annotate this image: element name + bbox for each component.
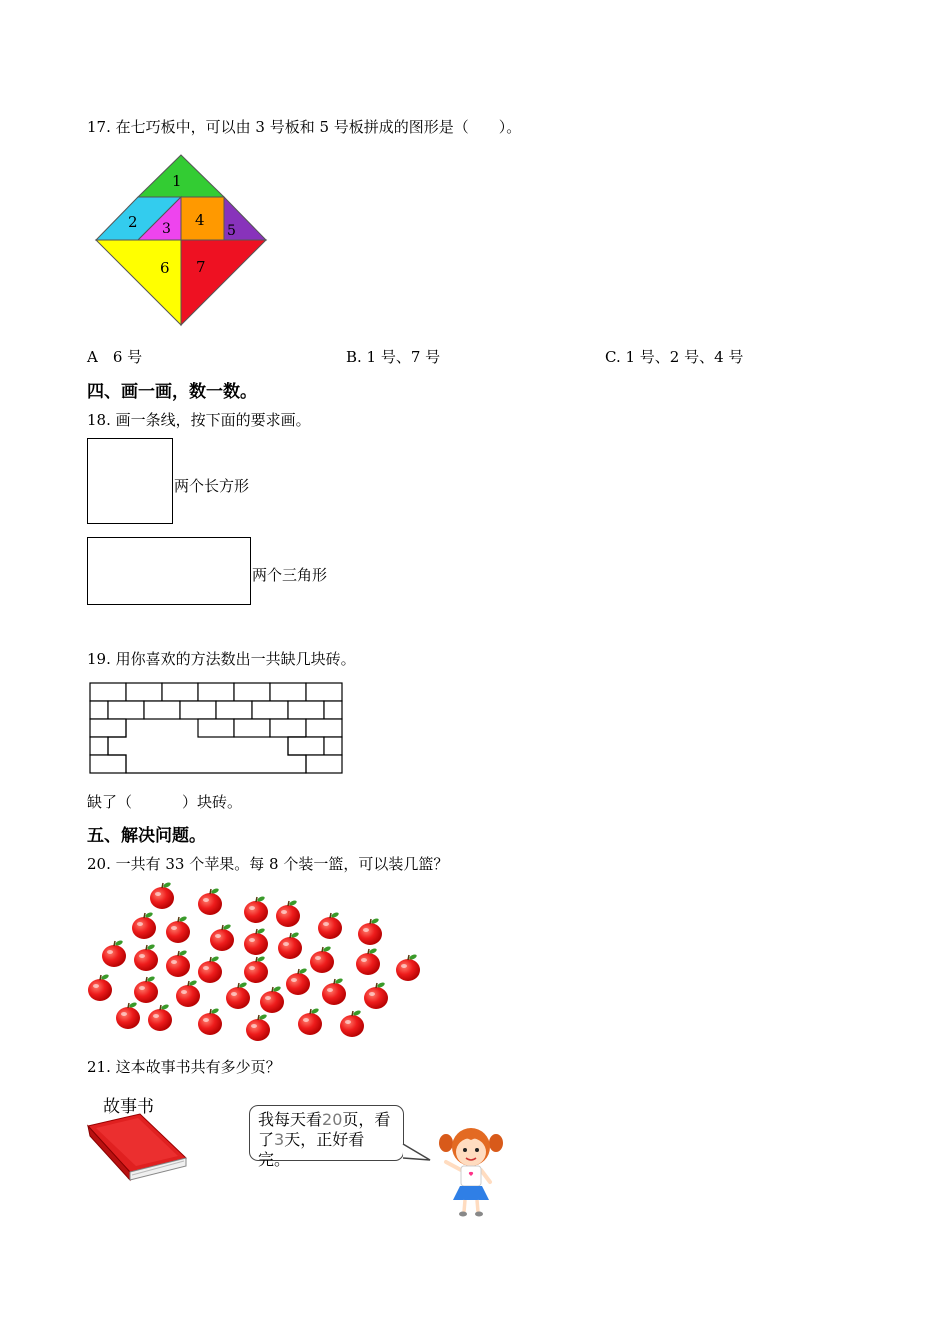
q18-stem: 18. 画一条线，按下面的要求画。 [87, 411, 311, 429]
brick [126, 683, 162, 701]
apple-icon [88, 973, 112, 1001]
apple-icon [364, 981, 388, 1009]
q19-stem: 19. 用你喜欢的方法数出一共缺几块砖。 [87, 650, 356, 668]
apple-icon [148, 1003, 172, 1031]
apple-icon [102, 939, 126, 967]
brick [270, 683, 306, 701]
brick [108, 701, 144, 719]
piece-label-5: 5 [227, 223, 236, 239]
apple-icon [246, 1013, 270, 1041]
book-title: 故事书 [103, 1097, 154, 1117]
tangram-piece-6 [96, 240, 181, 325]
brick [324, 701, 342, 719]
speech-num-days: 3 [274, 1130, 285, 1149]
brick [216, 701, 252, 719]
q17-stem: 17. 在七巧板中，可以由 3 号板和 5 号板拼成的图形是（ ）。 [87, 118, 522, 136]
drawing-rectangle[interactable] [87, 537, 251, 605]
brick [198, 683, 234, 701]
apple-icon [318, 911, 342, 939]
brick [306, 755, 342, 773]
apple-icon [356, 947, 380, 975]
q19-answer-suffix: ）块砖。 [182, 793, 243, 811]
brick [90, 683, 126, 701]
brick [180, 701, 216, 719]
brick [90, 701, 108, 719]
apple-icon [322, 977, 346, 1005]
q18-label-rect: 两个三角形 [252, 566, 328, 584]
speech-text-2: 页，看 [342, 1110, 391, 1129]
apple-icon [198, 955, 222, 983]
brick-wall [88, 682, 344, 776]
girl-illustration [436, 1118, 506, 1220]
apple-icon [132, 911, 156, 939]
tangram-piece-7 [181, 240, 266, 325]
speech-text-1: 我每天看 [258, 1110, 323, 1129]
piece-label-1: 1 [172, 172, 182, 190]
speech-bubble [249, 1105, 404, 1169]
apple-icon [226, 981, 250, 1009]
section-4-title: 四、画一画，数一数。 [87, 382, 257, 402]
q19-answer-prefix: 缺了（ [87, 793, 133, 811]
apple-icon [276, 899, 300, 927]
apple-icon [116, 1001, 140, 1029]
apple-icon [134, 975, 158, 1003]
brick [198, 719, 234, 737]
story-book-icon [84, 1112, 190, 1184]
brick [288, 701, 324, 719]
brick [270, 719, 306, 737]
brick [234, 683, 270, 701]
apple-icon [150, 881, 174, 909]
apple-icon [210, 923, 234, 951]
drawing-square[interactable] [87, 438, 173, 524]
apple-icon [134, 943, 158, 971]
apples-illustration [85, 880, 425, 1045]
speech-text-4: 天，正好看完。 [258, 1130, 365, 1169]
tangram-figure [92, 150, 272, 330]
brick [162, 683, 198, 701]
piece-label-2: 2 [128, 213, 138, 231]
q21-stem: 21. 这本故事书共有多少页？ [87, 1058, 281, 1076]
apple-icon [244, 927, 268, 955]
brick [234, 719, 270, 737]
apple-icon [340, 1009, 364, 1037]
apple-icon [310, 945, 334, 973]
brick [324, 737, 342, 755]
brick [90, 737, 108, 755]
piece-label-7: 7 [196, 258, 206, 276]
brick [306, 719, 342, 737]
apple-icon [286, 967, 310, 995]
speech-num-pages: 20 [322, 1110, 343, 1129]
speech-bubble-tail [400, 1140, 440, 1170]
apple-icon [166, 949, 190, 977]
apple-icon [198, 887, 222, 915]
piece-label-4: 4 [195, 211, 205, 229]
q17-option-a[interactable]: A 6 号 [87, 348, 143, 366]
apple-icon [198, 1007, 222, 1035]
brick [252, 701, 288, 719]
apple-icon [396, 953, 420, 981]
apple-icon [166, 915, 190, 943]
q17-option-b[interactable]: B. 1 号、7 号 [346, 348, 441, 366]
apple-icon [244, 895, 268, 923]
piece-label-6: 6 [160, 259, 170, 277]
q18-label-square: 两个长方形 [174, 477, 250, 495]
apple-icon [260, 985, 284, 1013]
brick [288, 737, 324, 755]
piece-label-3: 3 [162, 221, 171, 237]
apple-icon [176, 979, 200, 1007]
brick [90, 755, 126, 773]
apple-icon [358, 917, 382, 945]
brick [144, 701, 180, 719]
q20-stem: 20. 一共有 33 个苹果。每 8 个装一篮，可以装几篮？ [87, 855, 449, 873]
q17-option-c[interactable]: C. 1 号、2 号、4 号 [605, 348, 744, 366]
q19-answer-line [87, 791, 242, 812]
section-5-title: 五、解决问题。 [87, 826, 206, 846]
apple-icon [278, 931, 302, 959]
apple-icon [298, 1007, 322, 1035]
brick [306, 683, 342, 701]
apple-icon [244, 955, 268, 983]
speech-text-3: 了 [258, 1130, 275, 1149]
brick [90, 719, 126, 737]
